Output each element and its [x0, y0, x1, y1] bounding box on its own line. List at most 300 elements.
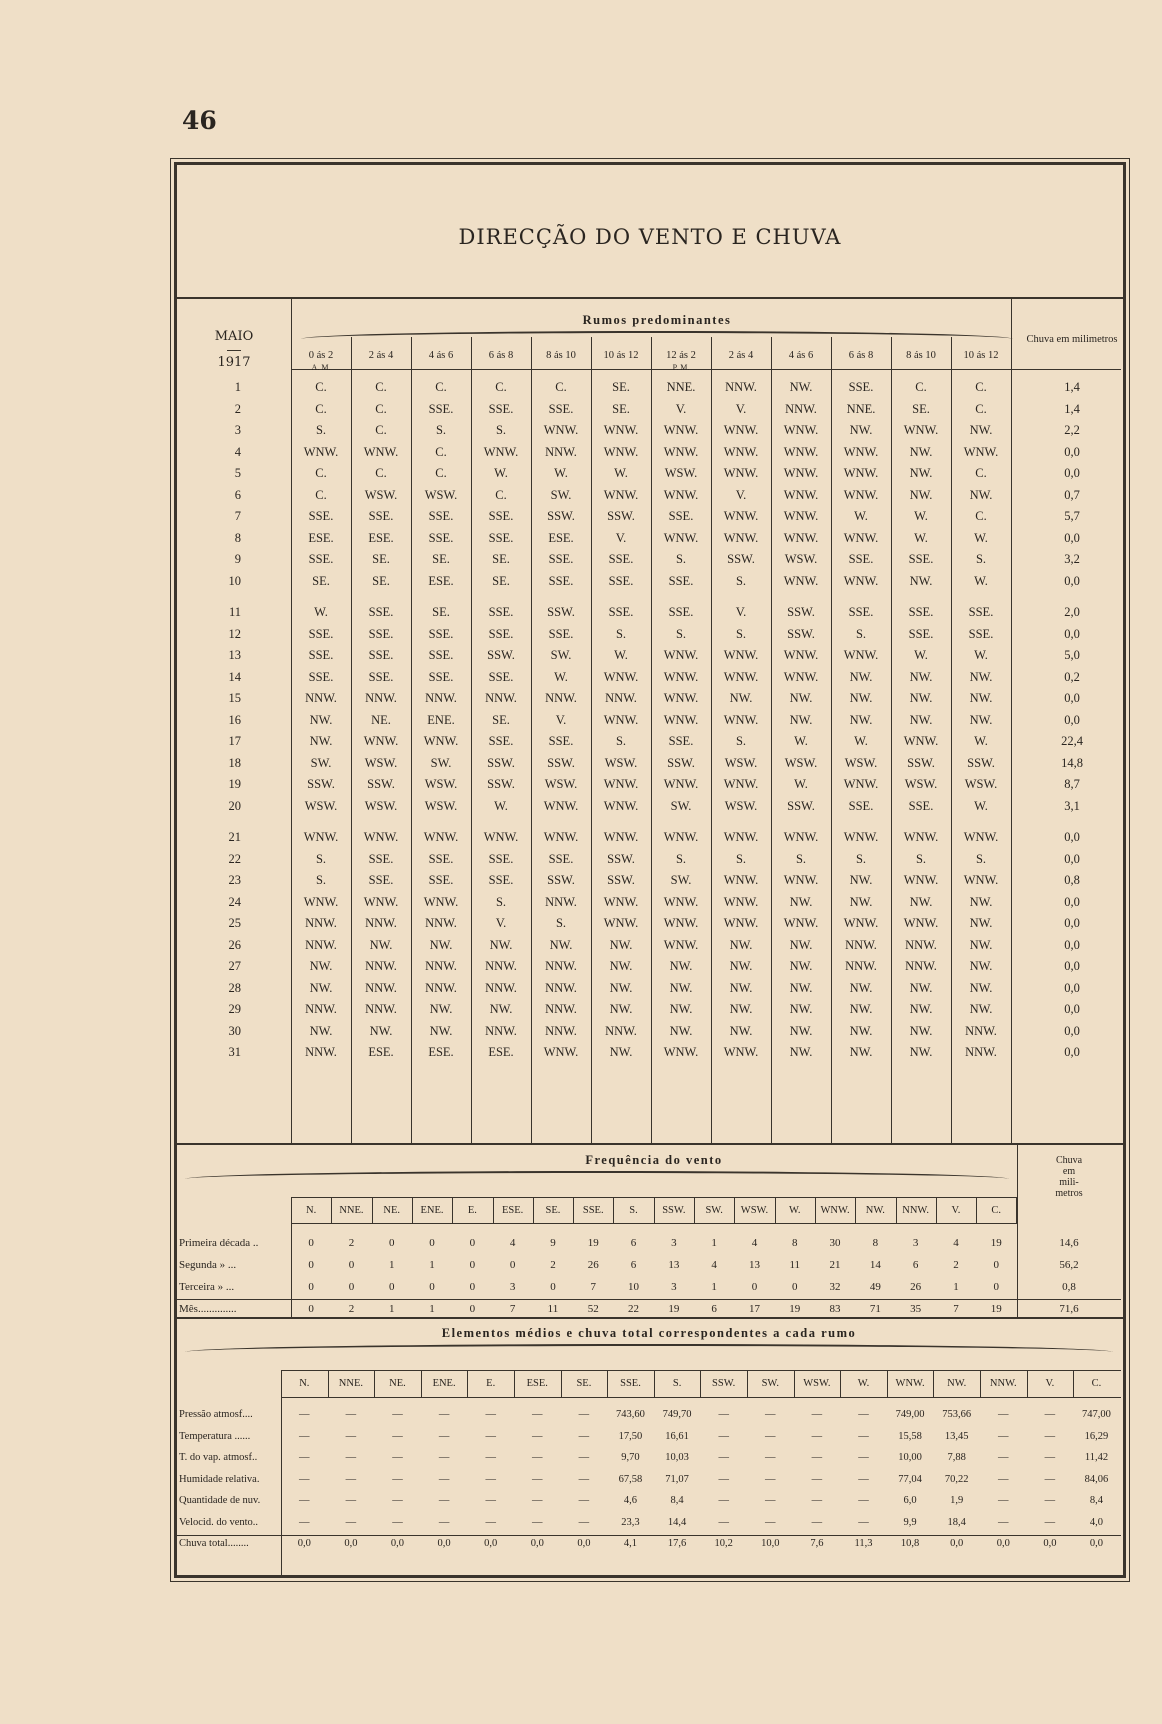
wind-direction-cell: NW.: [669, 1023, 693, 1038]
wind-direction-cell: NW.: [909, 712, 933, 727]
frequency-cell: 30: [829, 1237, 841, 1249]
wind-direction-cell: NNW.: [905, 959, 937, 973]
wind-direction-cell: NW.: [729, 937, 753, 952]
rain-cell: 0,7: [1064, 487, 1080, 502]
elements-cell: —: [998, 1430, 1009, 1442]
wind-direction-cell: NW.: [669, 959, 693, 973]
wind-direction-cell: WNW.: [723, 712, 759, 727]
frequency-cell: 2: [348, 1303, 355, 1315]
elements-cell: —: [998, 1495, 1009, 1506]
wind-direction-cell: WNW.: [963, 830, 999, 844]
wind-direction-cell: NW.: [849, 980, 873, 995]
day-number: 31: [228, 1045, 241, 1059]
wind-table-bottom-rule: [177, 1143, 1123, 1145]
wind-direction-cell: SSW.: [727, 552, 755, 566]
wind-direction-cell: SSE.: [488, 734, 514, 748]
frequency-cell: 0: [308, 1303, 314, 1315]
wind-direction-cell: WNW.: [363, 830, 399, 844]
elements-cell: 9,70: [621, 1452, 640, 1463]
rain-cell: 0,0: [1064, 573, 1080, 588]
period-header: 0 ás 2: [308, 350, 334, 361]
elements-cell: —: [299, 1495, 310, 1506]
wind-direction-cell: WSW.: [424, 777, 458, 791]
wind-direction-cell: SSE.: [488, 605, 514, 619]
frequency-rain-cell: 14,6: [1059, 1237, 1079, 1249]
day-number: 21: [228, 830, 241, 844]
wind-direction-cell: C.: [315, 466, 327, 480]
wind-direction-cell: C.: [375, 423, 387, 437]
frequency-col-header: SSW.: [662, 1205, 686, 1216]
wind-direction-cell: WSW.: [964, 777, 998, 791]
title-rule: [177, 297, 1123, 299]
wind-direction-cell: SSE.: [428, 626, 454, 641]
wind-direction-cell: WNW.: [783, 530, 819, 545]
wind-direction-cell: WNW.: [723, 530, 759, 545]
wind-direction-cell: WSW.: [604, 755, 638, 770]
day-number: 26: [228, 937, 241, 952]
frequency-cell: 4: [953, 1237, 959, 1249]
frequency-cell: 17: [748, 1303, 760, 1315]
elements-cell: —: [299, 1409, 310, 1420]
wind-direction-cell: WNW.: [543, 830, 579, 844]
wind-direction-cell: NW.: [429, 1023, 453, 1038]
frequency-cell: 3: [509, 1281, 516, 1293]
wind-direction-cell: NW.: [969, 916, 993, 930]
elements-cell: —: [718, 1516, 729, 1528]
month-label: MAIO: [214, 329, 254, 344]
wind-direction-cell: SSW.: [607, 851, 635, 866]
wind-direction-cell: NNW.: [845, 959, 877, 973]
frequency-cell: 8: [872, 1237, 879, 1249]
wind-direction-cell: NNW.: [425, 980, 457, 995]
page-number: 46: [182, 106, 217, 135]
frequency-cell: 4: [711, 1259, 717, 1271]
wind-direction-cell: NNW.: [425, 916, 457, 930]
wind-direction-cell: WSW.: [544, 777, 578, 791]
day-number: 9: [234, 552, 241, 566]
elements-cell: 0,0: [437, 1538, 451, 1549]
wind-direction-cell: SW.: [550, 487, 572, 502]
wind-direction-cell: SSE.: [428, 530, 454, 545]
wind-direction-cell: NW.: [729, 959, 753, 973]
wind-direction-cell: WNW.: [543, 423, 579, 437]
wind-direction-cell: WNW.: [723, 777, 759, 791]
frequency-rain-cell: 71,6: [1059, 1303, 1079, 1315]
frequency-cell: 19: [668, 1303, 680, 1315]
frequency-cell: 0: [751, 1281, 758, 1293]
wind-direction-cell: WSW.: [364, 487, 398, 502]
wind-direction-cell: S.: [315, 873, 327, 887]
elements-cell: 7,6: [810, 1538, 824, 1549]
wind-direction-cell: WNW.: [603, 423, 639, 437]
wind-direction-cell: NW.: [429, 1002, 453, 1016]
elements-cell: —: [392, 1430, 403, 1442]
wind-direction-cell: NNW.: [905, 937, 937, 952]
period-header: 2 ás 4: [368, 350, 394, 361]
elements-col-header: SE.: [576, 1378, 592, 1389]
rain-cell: 0,0: [1064, 937, 1080, 952]
wind-direction-cell: S.: [555, 916, 567, 930]
wind-direction-cell: WSW.: [424, 798, 458, 813]
elements-cell: 0,0: [1089, 1538, 1104, 1549]
wind-direction-cell: ESE.: [368, 1045, 394, 1059]
wind-direction-cell: NE.: [371, 712, 391, 727]
wind-direction-cell: NW.: [789, 712, 813, 727]
elements-cell: 70,22: [944, 1473, 969, 1485]
elements-cell: —: [532, 1495, 543, 1506]
wind-direction-cell: WNW.: [663, 712, 699, 727]
elements-cell: —: [1044, 1430, 1056, 1442]
wind-direction-cell: NNW.: [425, 959, 457, 973]
elements-cell: —: [438, 1495, 450, 1506]
elements-cell: —: [858, 1516, 869, 1528]
frequency-cell: 49: [869, 1281, 881, 1293]
day-number: 27: [228, 959, 241, 973]
frequency-cell: 35: [910, 1303, 922, 1315]
frequency-col-header: ENE.: [420, 1205, 444, 1216]
wind-direction-cell: SSE.: [308, 669, 334, 684]
day-number: 29: [228, 1002, 241, 1016]
wind-direction-cell: NW.: [909, 487, 933, 502]
wind-direction-cell: SSE.: [368, 873, 394, 887]
elements-cell: 1,9: [950, 1495, 964, 1506]
elements-cell: —: [998, 1473, 1009, 1485]
day-number: 18: [228, 755, 241, 770]
wind-direction-cell: WNW.: [723, 916, 759, 930]
wind-direction-cell: WNW.: [663, 916, 699, 930]
elements-col-header: NW.: [947, 1378, 967, 1389]
wind-direction-cell: WNW.: [363, 894, 399, 909]
frequency-col-divider: [1016, 1197, 1017, 1223]
wind-direction-cell: W.: [614, 648, 628, 662]
wind-direction-cell: SSW.: [487, 777, 515, 791]
elements-brace: [185, 1344, 1113, 1354]
elements-cell: —: [532, 1430, 543, 1442]
frequency-rain-header: em: [1062, 1166, 1076, 1177]
wind-direction-cell: WNW.: [723, 873, 759, 887]
wind-direction-cell: SSW.: [367, 777, 395, 791]
elements-row-label: Chuva total........: [179, 1538, 249, 1549]
wind-direction-cell: SSE.: [308, 648, 334, 662]
wind-direction-cell: WNW.: [663, 648, 699, 662]
wind-direction-cell: WSW.: [304, 798, 338, 813]
wind-direction-cell: NW.: [489, 1002, 513, 1016]
rain-cell: 0,0: [1064, 691, 1080, 705]
wind-direction-cell: NW.: [789, 894, 813, 909]
wind-direction-cell: ESE.: [428, 573, 454, 588]
elements-cell: —: [392, 1516, 403, 1528]
wind-direction-cell: C.: [315, 380, 327, 394]
wind-direction-cell: NNW.: [485, 691, 517, 705]
wind-direction-cell: NNW.: [845, 937, 877, 952]
wind-direction-cell: SW.: [310, 755, 332, 770]
wind-direction-cell: WNW.: [783, 669, 819, 684]
elements-cell: —: [345, 1452, 357, 1463]
frequency-cell: 26: [587, 1259, 599, 1271]
elements-cell: —: [858, 1473, 869, 1485]
frequency-cell: 9: [550, 1237, 556, 1249]
day-number: 5: [234, 466, 241, 480]
elements-cell: —: [299, 1516, 310, 1528]
wind-direction-cell: C.: [495, 380, 507, 394]
wind-direction-cell: S.: [735, 573, 747, 588]
elements-cell: 16,29: [1084, 1430, 1109, 1442]
elements-cell: —: [718, 1430, 729, 1442]
wind-direction-cell: NW.: [489, 937, 513, 952]
wind-direction-cell: SSW.: [787, 626, 815, 641]
wind-direction-cell: NW.: [849, 691, 873, 705]
elements-cell: —: [811, 1516, 823, 1528]
wind-direction-cell: NNW.: [545, 1023, 577, 1038]
period-header: 6 ás 8: [488, 350, 514, 361]
wind-direction-cell: NW.: [789, 937, 813, 952]
wind-direction-cell: SE.: [372, 573, 390, 588]
frequency-cell: 3: [671, 1281, 677, 1293]
wind-direction-cell: S.: [735, 626, 747, 641]
period-header: 4 ás 6: [788, 350, 814, 361]
frequency-cell: 32: [829, 1281, 841, 1293]
wind-direction-cell: WNW.: [603, 777, 639, 791]
table-frame: [174, 162, 1126, 1578]
elements-cell: —: [345, 1430, 357, 1442]
wind-direction-cell: C.: [315, 487, 327, 502]
wind-direction-cell: SSE.: [488, 626, 514, 641]
wind-direction-cell: ESE.: [548, 530, 574, 545]
wind-direction-cell: S.: [615, 626, 627, 641]
wind-direction-cell: V.: [555, 712, 567, 727]
elements-cell: 4,6: [623, 1495, 638, 1506]
wind-direction-cell: W.: [794, 777, 808, 791]
elements-row-label: Quantidade de nuv.: [179, 1495, 261, 1506]
wind-direction-cell: NW.: [849, 894, 873, 909]
period-header: 8 ás 10: [546, 350, 576, 361]
wind-direction-cell: SSE.: [548, 851, 574, 866]
frequency-cell: 8: [791, 1237, 798, 1249]
frequency-cell: 6: [912, 1259, 919, 1271]
day-number: 25: [228, 916, 241, 930]
wind-direction-cell: NW.: [969, 959, 993, 973]
wind-direction-cell: SSE.: [368, 509, 394, 523]
wind-direction-cell: NW.: [369, 1023, 393, 1038]
wind-direction-cell: WNW.: [843, 777, 879, 791]
wind-direction-cell: C.: [435, 444, 447, 459]
period-header: 10 ás 12: [963, 350, 999, 361]
period-header: 4 ás 6: [428, 350, 454, 361]
frequency-title: Frequência do vento: [585, 1153, 723, 1167]
day-number: 13: [228, 648, 241, 662]
wind-direction-cell: S.: [675, 851, 687, 866]
frequency-cell: 0: [348, 1281, 355, 1293]
day-number: 20: [228, 798, 241, 813]
frequency-total-rule: [177, 1299, 1121, 1300]
day-number: 23: [228, 873, 241, 887]
wind-direction-cell: SSW.: [547, 605, 575, 619]
wind-direction-cell: NNW.: [365, 1002, 397, 1016]
wind-direction-cell: NW.: [909, 894, 933, 909]
frequency-cell: 19: [990, 1237, 1002, 1249]
frequency-cell: 1: [711, 1237, 717, 1249]
elements-cell: —: [858, 1452, 869, 1463]
wind-direction-cell: S.: [315, 423, 327, 437]
wind-direction-cell: WSW.: [724, 755, 758, 770]
wind-direction-cell: WNW.: [663, 1045, 699, 1059]
frequency-cell: 0: [469, 1259, 476, 1271]
wind-direction-cell: SSW.: [787, 798, 815, 813]
elements-cell: —: [718, 1473, 729, 1485]
wind-direction-cell: NW.: [969, 980, 993, 995]
frequency-cell: 0: [429, 1237, 435, 1249]
elements-cell: —: [345, 1473, 357, 1485]
frequency-row-label: Segunda » ...: [179, 1259, 237, 1271]
rain-cell: 5,0: [1064, 648, 1080, 662]
wind-direction-cell: WNW.: [543, 798, 579, 813]
wind-direction-cell: WNW.: [903, 873, 939, 887]
rain-cell: 5,7: [1064, 509, 1080, 523]
wind-direction-cell: NW.: [849, 1045, 873, 1059]
wind-direction-cell: C.: [975, 380, 987, 394]
elements-cell: —: [392, 1409, 403, 1420]
wind-direction-cell: SSE.: [308, 509, 334, 523]
wind-direction-cell: NNW.: [365, 980, 397, 995]
elements-cell: 749,00: [895, 1409, 925, 1420]
wind-direction-cell: SSE.: [488, 530, 514, 545]
wind-direction-cell: V.: [615, 530, 627, 545]
wind-direction-cell: WNW.: [843, 830, 879, 844]
wind-direction-cell: V.: [735, 605, 747, 619]
wind-direction-cell: WNW.: [723, 423, 759, 437]
wind-direction-cell: NW.: [729, 980, 753, 995]
elements-cell: —: [998, 1516, 1009, 1528]
wind-direction-cell: NNW.: [605, 1023, 637, 1038]
frequency-cell: 19: [587, 1237, 599, 1249]
elements-cell: 67,58: [618, 1473, 643, 1485]
elements-cell: —: [532, 1452, 543, 1463]
frequency-rain-cell: 56,2: [1059, 1259, 1079, 1271]
wind-direction-cell: NW.: [849, 1002, 873, 1016]
frequency-cell: 0: [469, 1281, 476, 1293]
wind-direction-cell: NW.: [969, 669, 993, 684]
wind-direction-cell: SSE.: [368, 626, 394, 641]
wind-direction-cell: SSE.: [368, 605, 394, 619]
wind-direction-cell: WNW.: [783, 444, 819, 459]
wind-direction-cell: C.: [975, 509, 987, 523]
elements-title: Elementos médios e chuva total correspondentes a cada rumo: [441, 1326, 857, 1340]
wind-direction-cell: SSW.: [547, 755, 575, 770]
frequency-col-header: N.: [306, 1205, 317, 1216]
wind-direction-cell: SSW.: [307, 777, 335, 791]
elements-cell: 10,2: [714, 1538, 733, 1549]
wind-direction-cell: W.: [974, 734, 988, 748]
frequency-col-header: V.: [951, 1205, 961, 1216]
elements-col-header: NE.: [389, 1378, 406, 1389]
period-header: 12 ás 2: [666, 350, 696, 361]
elements-cell: —: [299, 1473, 310, 1485]
wind-direction-cell: SE.: [492, 712, 510, 727]
wind-direction-cell: C.: [915, 380, 927, 394]
wind-direction-cell: SW.: [670, 798, 692, 813]
day-number: 15: [228, 691, 241, 705]
elements-cell: 9,9: [903, 1516, 917, 1528]
elements-cell: 0,0: [996, 1538, 1010, 1549]
elements-cell: —: [532, 1409, 543, 1420]
wind-direction-cell: SSE.: [848, 380, 874, 394]
wind-direction-cell: SSE.: [548, 401, 574, 416]
wind-direction-cell: SSE.: [548, 552, 574, 566]
elements-row-label: Velocid. do vento..: [179, 1516, 259, 1528]
wind-direction-cell: NNW.: [725, 380, 757, 394]
wind-direction-cell: NW.: [789, 380, 813, 394]
frequency-cell: 0: [509, 1259, 516, 1271]
day-number: 24: [228, 894, 241, 909]
elements-cell: —: [532, 1516, 543, 1528]
wind-direction-cell: C.: [975, 466, 987, 480]
rumos-header: Rumos predominantes: [582, 313, 732, 327]
elements-cell: —: [299, 1430, 310, 1442]
wind-direction-cell: NNW.: [605, 691, 637, 705]
frequency-cell: 0: [348, 1259, 355, 1271]
elements-cell: 0,0: [344, 1538, 358, 1549]
rain-cell: 0,0: [1064, 830, 1080, 844]
wind-direction-cell: WNW.: [543, 1045, 579, 1059]
frequency-row-label: Mês..............: [179, 1303, 237, 1315]
frequency-row-label: Primeira década ..: [179, 1237, 259, 1249]
wind-direction-cell: NW.: [789, 980, 813, 995]
elements-cell: —: [765, 1452, 776, 1463]
elements-cell: 11,42: [1084, 1452, 1109, 1463]
wind-direction-cell: NNW.: [545, 980, 577, 995]
wind-direction-cell: SSE.: [548, 626, 574, 641]
elements-cell: —: [392, 1495, 403, 1506]
wind-direction-cell: C.: [315, 401, 327, 416]
wind-direction-cell: WNW.: [843, 487, 879, 502]
elements-cell: 71,07: [665, 1473, 689, 1485]
wind-direction-cell: NNW.: [545, 444, 577, 459]
wind-direction-cell: SW.: [670, 873, 692, 887]
day-number: 10: [228, 573, 241, 588]
elements-row-label: Humidade relativa.: [179, 1473, 260, 1485]
elements-cell: —: [858, 1430, 869, 1442]
wind-direction-cell: NW.: [849, 712, 873, 727]
wind-direction-cell: WNW.: [423, 894, 459, 909]
frequency-cell: 4: [509, 1237, 516, 1249]
elements-row-label: T. do vap. atmosf..: [179, 1452, 258, 1463]
elements-col-header: WSW.: [803, 1378, 831, 1389]
wind-direction-cell: WNW.: [663, 894, 699, 909]
day-number: 22: [228, 851, 241, 866]
rain-cell: 0,0: [1064, 530, 1080, 545]
wind-direction-cell: NW.: [789, 691, 813, 705]
wind-direction-cell: WNW.: [843, 573, 879, 588]
elements-cell: —: [1044, 1516, 1056, 1528]
frequency-cell: 0: [388, 1237, 395, 1249]
wind-direction-cell: SSE.: [908, 552, 934, 566]
wind-direction-cell: SSE.: [848, 605, 874, 619]
wind-direction-cell: WNW.: [603, 712, 639, 727]
wind-direction-cell: SSE.: [608, 552, 634, 566]
wind-direction-cell: NW.: [849, 1023, 873, 1038]
wind-direction-cell: WNW.: [483, 830, 519, 844]
wind-direction-cell: NW.: [909, 1045, 933, 1059]
frequency-cell: 0: [469, 1303, 476, 1315]
wind-direction-cell: W.: [914, 530, 928, 545]
elements-cell: 753,66: [942, 1409, 972, 1420]
elements-cell: —: [345, 1495, 357, 1506]
rain-cell: 14,8: [1061, 755, 1083, 770]
wind-direction-cell: SE.: [432, 605, 450, 619]
wind-direction-cell: S.: [495, 423, 507, 437]
wind-direction-cell: WNW.: [723, 894, 759, 909]
frequency-col-header: S.: [629, 1205, 638, 1216]
